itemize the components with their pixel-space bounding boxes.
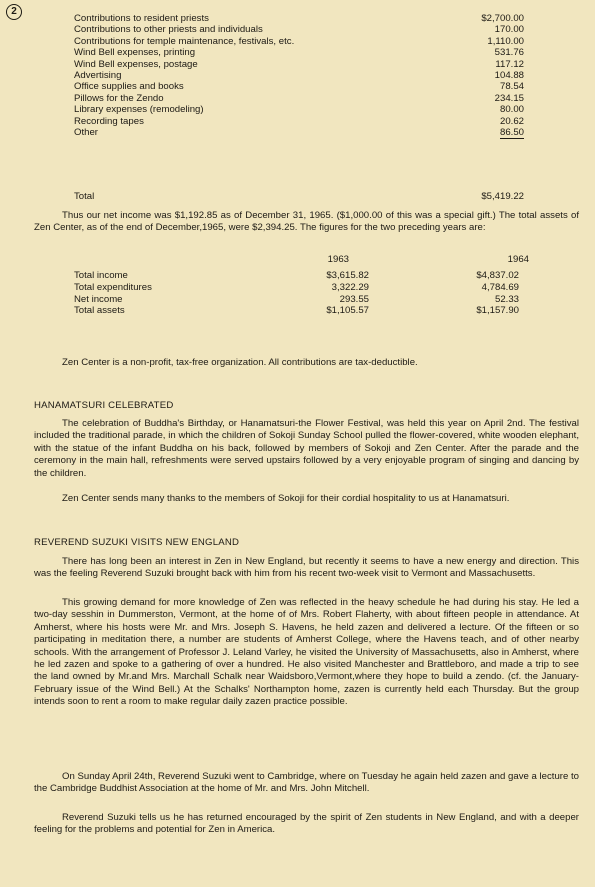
expense-label: Recording tapes bbox=[74, 115, 144, 127]
expense-amount: 234.15 bbox=[494, 92, 524, 104]
yearly-figures-table bbox=[74, 254, 544, 317]
total-amount: $5,419.22 bbox=[481, 191, 524, 202]
suzuki-paragraph-1: There has long been an interest in Zen in New England, but recently it seems to have a new energy and direction. This was the feeling Reverend Suzuki brought back with him from his recent two-week visit to Vermont and Massachusetts. bbox=[34, 556, 579, 580]
expense-label: Other bbox=[74, 126, 98, 138]
expense-amount: 78.54 bbox=[499, 81, 524, 93]
page-number: 2 bbox=[6, 4, 22, 20]
yearly-row: Net income 293.55 52.33 bbox=[74, 293, 519, 305]
suzuki-paragraph-3: On Sunday April 24th, Reverend Suzuki went to Cambridge, where on Tuesday he again held zazen and gave a lecture to the Cambridge Buddhist Association at the home of Mr. and Mrs. John Mitchell. bbox=[34, 771, 579, 795]
expense-row bbox=[74, 81, 524, 92]
expense-row bbox=[74, 24, 524, 35]
expense-amount: 1,110.00 bbox=[487, 35, 524, 47]
hanamatsuri-paragraph-2: Zen Center sends many thanks to the members of Sokoji for their cordial hospitality to us at Hanamatsuri. bbox=[62, 493, 510, 504]
year-header-1964: 1964 bbox=[507, 254, 529, 265]
suzuki-paragraph-2: This growing demand for more knowledge of Zen was reflected in the heavy schedule he had during his stay. He led a two-day sesshin in Dummerston, Vermont, at the home of of Mrs. Robert Flaherty, with about fifteen people in attendance. At Amherst, where his hosts were Mr. and Mrs. Joseph S. Havens, he held zazen and delivered a lecture. Of the fifteen or so participating in meditation there, a number are students of Amherst College, where the Havens teach, and of other nearby schools. With the arrangement of Professor J. Leland Varley, he visited the University of Massachusetts, also in Amherst, where he led zazen and spoke to a gathering of over a hundred. He also visited Manchester and Brattleboro, and made a trip to see the land owned by Mr.and Mrs. Marchall Schalk near Waidsboro,Vermont,where they hope to build a zendo. (cf. the January-February issue of the Wind Bell.) At the Schalks' Northampton home, zazen is currently held each Thursday. But the group intends soon to rent a room to make regular daily zazen practice possible. bbox=[34, 597, 579, 708]
yearly-row: Total expenditures 3,322.29 4,784.69 bbox=[74, 281, 519, 293]
nonprofit-paragraph: Zen Center is a non-profit, tax-free organization. All contributions are tax-deductible. bbox=[62, 357, 418, 368]
expense-label: Library expenses (remodeling) bbox=[74, 104, 204, 116]
expense-amount: $2,700.00 bbox=[481, 13, 524, 24]
expense-amount: 80.00 bbox=[499, 104, 524, 116]
expense-amount-underlined: 86.50 bbox=[499, 126, 524, 138]
yearly-row: Total assets $1,105.57 $1,157.90 bbox=[74, 305, 519, 317]
expense-label: Contributions for temple maintenance, festivals, etc. bbox=[74, 35, 295, 47]
expense-table bbox=[74, 13, 524, 138]
expense-row bbox=[74, 104, 524, 115]
expense-label: Pillows for the Zendo bbox=[74, 92, 164, 104]
yearly-row: Total income $3,615.82 $4,837.02 bbox=[74, 270, 519, 281]
expense-row bbox=[74, 70, 524, 81]
expense-label: Contributions to resident priests bbox=[74, 13, 209, 24]
hanamatsuri-heading: HANAMATSURI CELEBRATED bbox=[34, 400, 174, 411]
expense-label: Wind Bell expenses, printing bbox=[74, 47, 196, 59]
expense-amount: 20.62 bbox=[499, 115, 524, 127]
expense-row bbox=[74, 36, 524, 47]
expense-amount: 117.12 bbox=[495, 58, 524, 70]
expense-total-row bbox=[74, 191, 524, 203]
hanamatsuri-paragraph-1: The celebration of Buddha's Birthday, or Hanamatsuri-the Flower Festival, was held this year on April 2nd. The festival included the traditional parade, in which the children of Sokoji Sunday School pulled the flower-covered, white wooden elephant, with the statue of the infant Buddha on his back, followed by members of Sokoji and Zen Center. After the parade and the ceremony in the main hall, refreshments were served upstairs followed by a very enjoyable program of singing and dancing by the children. bbox=[34, 418, 579, 479]
yearly-header-row bbox=[74, 254, 544, 270]
total-label: Total bbox=[74, 191, 95, 202]
expense-amount: 104.88 bbox=[494, 69, 524, 81]
income-paragraph: Thus our net income was $1,192.85 as of December 31, 1965. ($1,000.00 of this was a special gift.) The total assets of Zen Center, as of the end of December,1965, were $2,394.25. The figures for the two preceding years are: bbox=[34, 210, 579, 234]
expense-amount: 170.00 bbox=[494, 24, 524, 36]
expense-label: Office supplies and books bbox=[74, 81, 184, 93]
expense-row bbox=[74, 127, 524, 138]
expense-label: Contributions to other priests and individuals bbox=[74, 24, 263, 36]
expense-row bbox=[74, 116, 524, 127]
expense-row bbox=[74, 59, 524, 70]
expense-amount: 531.76 bbox=[494, 47, 524, 59]
expense-row bbox=[74, 47, 524, 58]
expense-label: Wind Bell expenses, postage bbox=[74, 58, 198, 70]
expense-row bbox=[74, 13, 524, 24]
year-header-1963: 1963 bbox=[327, 254, 349, 265]
expense-label: Advertising bbox=[74, 69, 122, 81]
expense-amount bbox=[444, 127, 524, 138]
suzuki-paragraph-4: Reverend Suzuki tells us he has returned encouraged by the spirit of Zen students in New England, and with a deeper feeling for the problems and potential for Zen in America. bbox=[34, 812, 579, 836]
suzuki-heading: REVEREND SUZUKI VISITS NEW ENGLAND bbox=[34, 537, 240, 548]
expense-row bbox=[74, 93, 524, 104]
